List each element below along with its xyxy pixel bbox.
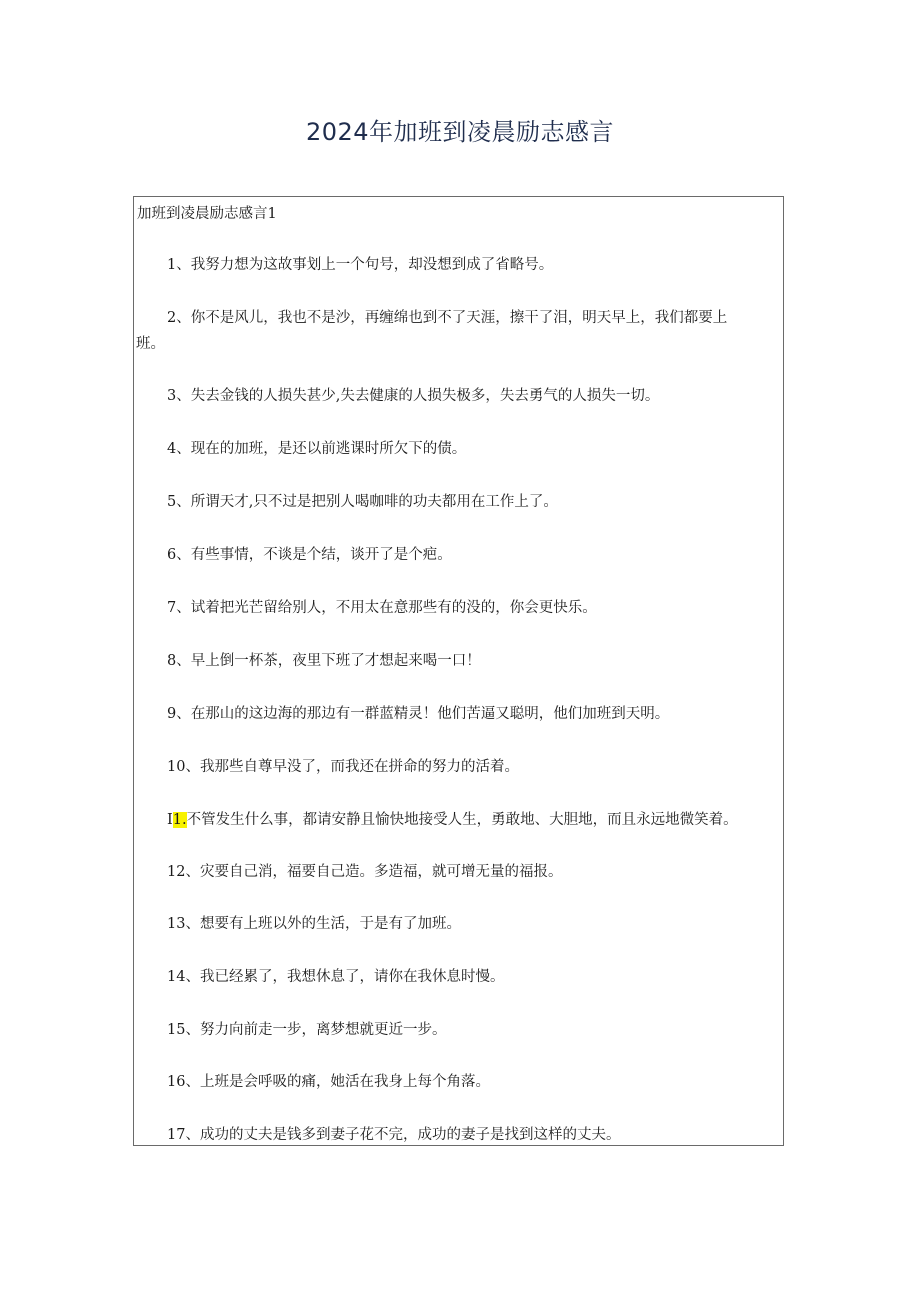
list-item — [134, 964, 774, 990]
content-box — [133, 196, 784, 1146]
item-text: 灾要自己消，福要自己造。多造福，就可增无量的福报。 — [199, 864, 563, 880]
section-heading: 加班到凌晨励志感言1 — [137, 206, 277, 222]
item-text: 早上倒一杯茶，夜里下班了才想起来喝一口！ — [190, 653, 481, 669]
item-number: 10、 — [167, 759, 200, 775]
item-text: 上班是会呼吸的痛，她活在我身上每个角落。 — [199, 1074, 490, 1090]
item-number: 7、 — [167, 600, 191, 616]
item-number: 12、 — [167, 864, 200, 880]
list-item — [134, 1069, 774, 1095]
item-number: 3、 — [167, 388, 191, 404]
item-text: 我已经累了，我想休息了，请你在我休息时慢。 — [199, 969, 505, 985]
list-item — [134, 648, 774, 674]
list-item — [134, 489, 774, 515]
item-number: 5、 — [167, 494, 191, 510]
list-item — [134, 305, 774, 357]
item-number: 4、 — [167, 441, 191, 457]
list-item — [134, 701, 774, 727]
item-text: 我那些自尊早没了，而我还在拼命的努力的活着。 — [199, 759, 519, 775]
item-text: 失去金钱的人损失甚少,失去健康的人损失极多，失去勇气的人损失一切。 — [190, 388, 660, 404]
list-item — [134, 383, 774, 409]
item-number: 2、 — [167, 310, 191, 326]
item-text: 不管发生什么事，都请安静且愉快地接受人生，勇敢地、大胆地，而且永远地微笑着。 — [186, 812, 738, 828]
item-text: 所谓天才,只不过是把别人喝咖啡的功夫都用在工作上了。 — [190, 494, 558, 510]
item-number: 1、 — [167, 257, 191, 273]
item-text: 成功的丈夫是钱多到妻子花不完，成功的妻子是找到这样的丈夫。 — [199, 1127, 621, 1143]
item-text: 想要有上班以外的生活，于是有了加班。 — [199, 916, 461, 932]
item-number: 16、 — [167, 1074, 200, 1090]
item-number: I — [167, 812, 173, 828]
highlighted-number: 1. — [172, 812, 187, 828]
list-item — [134, 1122, 774, 1146]
item-text: 现在的加班，是还以前逃课时所欠下的债。 — [190, 441, 467, 457]
item-text: 在那山的这边海的那边有一群蓝精灵！他们苦逼又聪明，他们加班到天明。 — [190, 706, 670, 722]
item-text: 试着把光芒留给别人，不用太在意那些有的没的，你会更快乐。 — [190, 600, 597, 616]
list-item — [134, 911, 774, 937]
list-item — [134, 252, 774, 278]
list-item — [134, 754, 774, 780]
item-number: 13、 — [167, 916, 200, 932]
quote-list — [134, 197, 784, 1146]
item-number: 17、 — [167, 1127, 200, 1143]
list-item — [134, 595, 774, 621]
item-number: 9、 — [167, 706, 191, 722]
list-item — [134, 436, 774, 462]
list-item — [134, 859, 774, 885]
list-item — [134, 542, 774, 568]
item-text: 有些事情，不谈是个结，谈开了是个疤。 — [190, 547, 452, 563]
item-number: 14、 — [167, 969, 200, 985]
item-number: 8、 — [167, 653, 191, 669]
item-text: 你不是风儿，我也不是沙，再缠绵也到不了天涯，擦干了泪，明天早上，我们都要上 — [190, 310, 728, 326]
list-item — [134, 1017, 774, 1043]
page-title: 2024年加班到凌晨励志感言 — [305, 118, 615, 146]
item-text: 努力向前走一步，离梦想就更近一步。 — [199, 1022, 447, 1038]
item-text: 我努力想为这故事划上一个句号，却没想到成了省略号。 — [190, 257, 554, 273]
item-text-continued: 班。 — [136, 336, 165, 352]
item-number: 15、 — [167, 1022, 200, 1038]
item-number: 6、 — [167, 547, 191, 563]
list-item — [134, 807, 774, 833]
